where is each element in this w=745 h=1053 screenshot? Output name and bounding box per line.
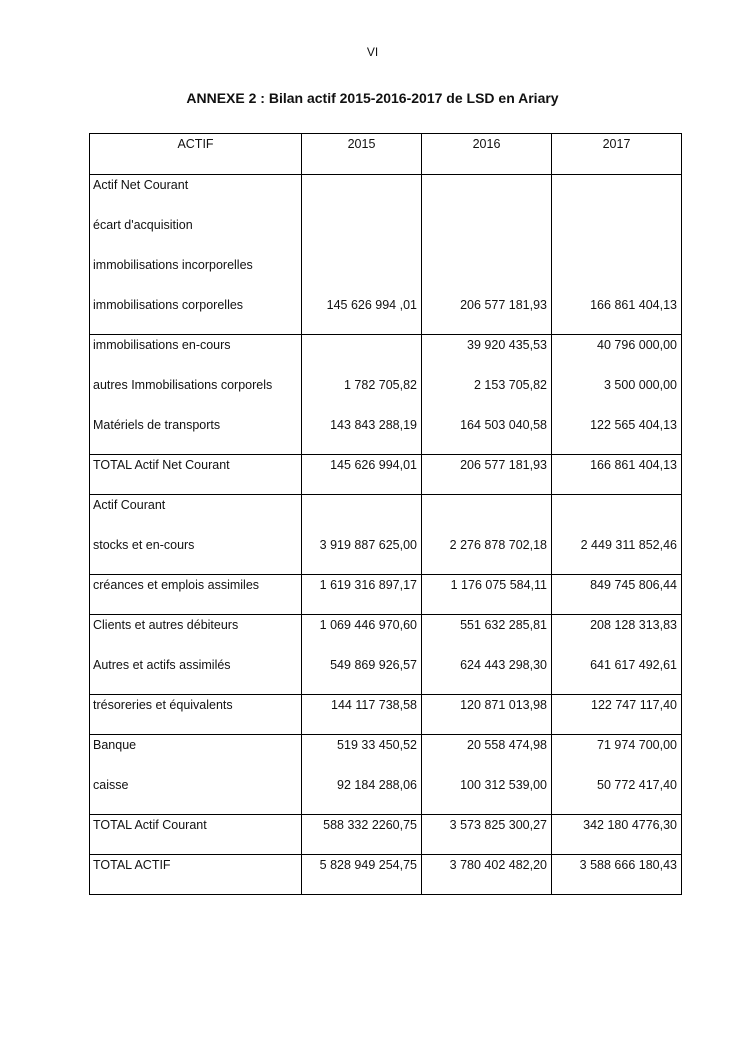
value [306, 497, 417, 537]
value [426, 217, 547, 257]
value [426, 497, 547, 537]
value: 1 069 446 970,60 [319, 618, 417, 632]
value [306, 337, 417, 377]
row-label-cell [90, 695, 302, 735]
value: 166 861 404,13 [590, 298, 677, 312]
table-row [90, 495, 682, 575]
table-row [90, 735, 682, 815]
document-title: ANNEXE 2 : Bilan actif 2015-2016-2017 de LSD en Ariary [186, 90, 559, 106]
value-cell-2015 [302, 455, 422, 495]
value: 342 180 4776,30 [583, 818, 677, 832]
value: 39 920 435,53 [467, 338, 547, 352]
value: 100 312 539,00 [460, 778, 547, 792]
value [556, 257, 677, 297]
value: 849 745 806,44 [590, 578, 677, 592]
header-2015: 2015 [302, 134, 422, 175]
value-cell-2016 [422, 455, 552, 495]
row-label: Autres et actifs assimilés [93, 658, 231, 672]
row-label-cell [90, 175, 302, 335]
value: 164 503 040,58 [460, 418, 547, 432]
row-label: TOTAL Actif Courant [93, 818, 207, 832]
row-label: TOTAL ACTIF [93, 858, 171, 872]
value-cell-2016 [422, 855, 552, 895]
row-label: immobilisations corporelles [93, 298, 244, 312]
value: 624 443 298,30 [460, 658, 547, 672]
value: 122 565 404,13 [590, 418, 677, 432]
value: 143 843 288,19 [330, 418, 417, 432]
table-row [90, 175, 682, 335]
page-number: VI [366, 45, 379, 59]
value: 2 449 311 852,46 [580, 538, 677, 552]
row-label-cell [90, 815, 302, 855]
row-label-cell [90, 495, 302, 575]
value-cell-2017 [552, 575, 682, 615]
row-label: stocks et en-cours [93, 538, 195, 552]
value: 206 577 181,93 [460, 458, 547, 472]
value-cell-2017 [552, 615, 682, 695]
value: 20 558 474,98 [467, 738, 547, 752]
balance-sheet-table [89, 133, 682, 895]
value: 50 772 417,40 [597, 778, 677, 792]
value-cell-2016 [422, 615, 552, 695]
value: 549 869 926,57 [330, 658, 417, 672]
value-cell-2015 [302, 575, 422, 615]
value-cell-2017 [552, 695, 682, 735]
table-row [90, 575, 682, 615]
value [306, 257, 417, 297]
row-label: trésoreries et équivalents [93, 698, 233, 712]
value: 3 588 666 180,43 [579, 858, 677, 872]
value-cell-2017 [552, 335, 682, 455]
value: 166 861 404,13 [590, 458, 677, 472]
value: 206 577 181,93 [460, 298, 547, 312]
value [556, 217, 677, 257]
value [556, 497, 677, 537]
value: 1 619 316 897,17 [319, 578, 417, 592]
value: 3 780 402 482,20 [449, 858, 547, 872]
value: 3 573 825 300,27 [449, 818, 547, 832]
value: 5 828 949 254,75 [319, 858, 417, 872]
value: 92 184 288,06 [337, 778, 417, 792]
table-row [90, 815, 682, 855]
table-row [90, 855, 682, 895]
row-label: Matériels de transports [93, 418, 221, 432]
row-label: TOTAL Actif Net Courant [93, 458, 230, 472]
row-label: Actif Net Courant [93, 178, 189, 192]
value: 145 626 994 ,01 [326, 298, 417, 312]
value-cell-2016 [422, 815, 552, 855]
value-cell-2015 [302, 695, 422, 735]
row-label: Clients et autres débiteurs [93, 618, 239, 632]
table-row [90, 695, 682, 735]
value-cell-2017 [552, 175, 682, 335]
value-cell-2015 [302, 735, 422, 815]
value-cell-2016 [422, 495, 552, 575]
row-label-cell [90, 455, 302, 495]
row-label-cell [90, 615, 302, 695]
value: 1 782 705,82 [344, 378, 417, 392]
value-cell-2015 [302, 495, 422, 575]
row-label: écart d'acquisition [93, 218, 193, 232]
value: 144 117 738,58 [331, 698, 417, 712]
row-label: Actif Courant [93, 498, 166, 512]
value: 120 871 013,98 [460, 698, 547, 712]
value [306, 217, 417, 257]
row-label-cell [90, 855, 302, 895]
value-cell-2015 [302, 815, 422, 855]
value-cell-2017 [552, 855, 682, 895]
value-cell-2015 [302, 175, 422, 335]
value: 3 500 000,00 [604, 378, 677, 392]
value: 71 974 700,00 [597, 738, 677, 752]
value: 122 747 117,40 [591, 698, 677, 712]
row-label: créances et emplois assimiles [93, 578, 260, 592]
header-2017: 2017 [552, 134, 682, 175]
table-header-row [90, 134, 682, 175]
value: 208 128 313,83 [590, 618, 677, 632]
row-label-cell [90, 735, 302, 815]
value: 519 33 450,52 [337, 738, 417, 752]
value: 551 632 285,81 [460, 618, 547, 632]
value-cell-2015 [302, 615, 422, 695]
value: 2 276 878 702,18 [449, 538, 547, 552]
value-cell-2015 [302, 335, 422, 455]
value [426, 257, 547, 297]
value-cell-2016 [422, 575, 552, 615]
value-cell-2017 [552, 455, 682, 495]
value-cell-2016 [422, 695, 552, 735]
value-cell-2017 [552, 495, 682, 575]
value: 588 332 2260,75 [323, 818, 417, 832]
row-label: immobilisations en-cours [93, 338, 231, 352]
value: 3 919 887 625,00 [319, 538, 417, 552]
row-label: autres Immobilisations corporels [93, 378, 273, 392]
row-label: Banque [93, 738, 137, 752]
row-label: caisse [93, 778, 129, 792]
table-row [90, 455, 682, 495]
header-actif: ACTIF [90, 134, 302, 175]
value: 2 153 705,82 [474, 378, 547, 392]
value [306, 177, 417, 217]
value: 1 176 075 584,11 [450, 578, 547, 592]
table-row [90, 335, 682, 455]
value: 40 796 000,00 [597, 338, 677, 352]
value: 145 626 994,01 [330, 458, 417, 472]
table-body [90, 175, 682, 895]
value-cell-2016 [422, 175, 552, 335]
row-label-cell [90, 575, 302, 615]
value: 641 617 492,61 [590, 658, 677, 672]
value [556, 177, 677, 217]
header-2016: 2016 [422, 134, 552, 175]
value [426, 177, 547, 217]
row-label-cell [90, 335, 302, 455]
value-cell-2016 [422, 735, 552, 815]
value-cell-2017 [552, 815, 682, 855]
table-row [90, 615, 682, 695]
value-cell-2017 [552, 735, 682, 815]
row-label: immobilisations incorporelles [93, 258, 253, 272]
value-cell-2016 [422, 335, 552, 455]
value-cell-2015 [302, 855, 422, 895]
